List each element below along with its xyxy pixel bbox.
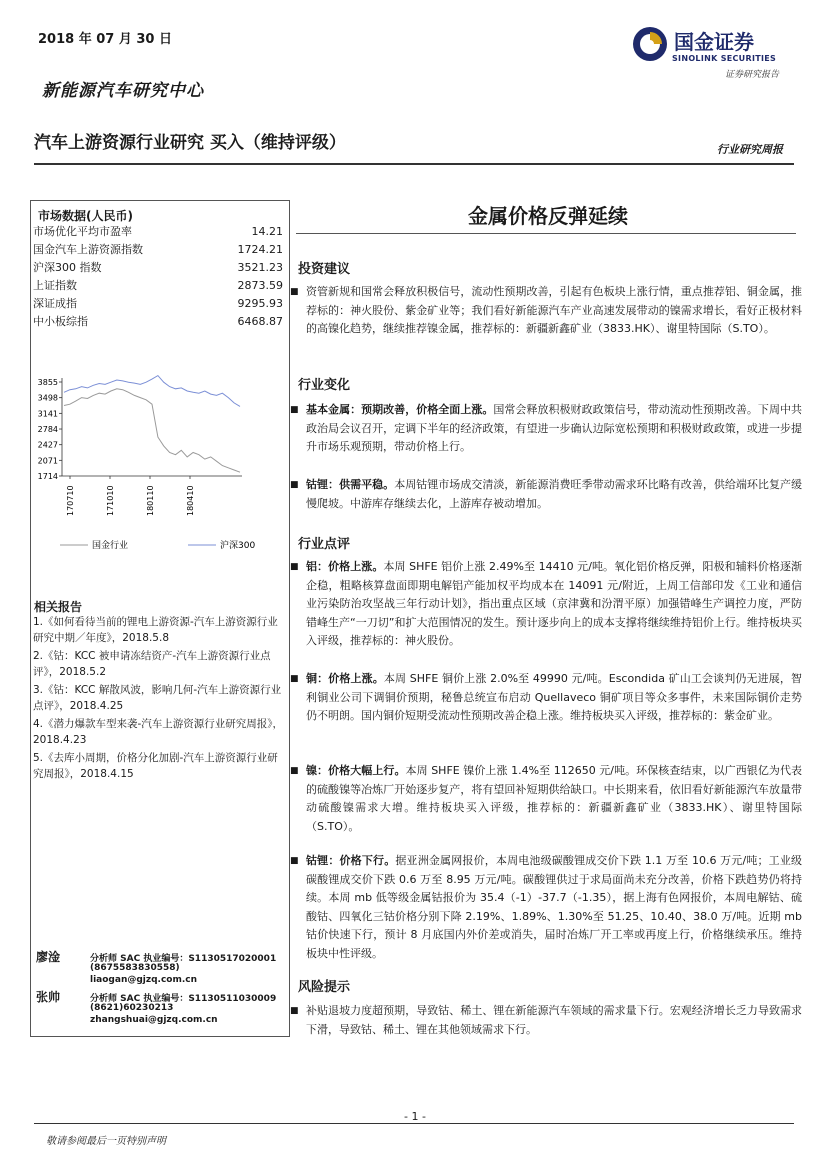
market-value: 6468.87 — [237, 314, 283, 328]
paragraph-cobalt-lithium-price: ■ 钴锂：价格下行。据亚洲金属网报价，本周电池级碳酸锂成交价下跌 1.1 万至 10.6 万元/吨；工业级碳酸锂成交价下跌 0.6 万至 8.95 万元/吨。碳酸锂供过于求局面尚未充分改善，价格下跌趋势仍将持续。本周 mb 低等级金属钴报价为 35.4（-1）-37.7（-1.35），据上海有色网报价，本周电解钴、硫酸钴、四氧化三钴价格分别下降 2.19%、1.89%、1.30%至 51.25、10.40、38.0 万/吨。近期 mb 钴价快速下行，预计 8 月底国内外价差或消失，届时冶炼厂开工率或再度上行，价格继续承压。维持板块中性评级。 — [290, 854, 803, 960]
market-label: 市场优化平均市盈率 — [33, 225, 132, 238]
related-report-item[interactable]: 5.《去库小周期，价格分化加剧-汽车上游资源行业研究周报》，2018.4.15 — [33, 752, 278, 780]
market-value: 2873.59 — [237, 278, 283, 292]
bullet-icon: ■ — [290, 287, 299, 297]
paragraph-cobalt-lithium-supply: ■ 钴锂：供需平稳。本周钴锂市场成交清淡，新能源消费旺季带动需求环比略有改善，供给端环比复产缓慢爬坡。中游库存继续去化，上游库存被动增加。 — [290, 478, 803, 510]
market-label: 深证成指 — [33, 297, 77, 310]
research-center-name: 新能源汽车研究中心 — [42, 81, 204, 101]
bullet-icon: ■ — [290, 405, 299, 415]
paragraph-aluminium: ■ 铝：价格上涨。本周 SHFE 铝价上涨 2.49%至 14410 元/吨。氧化铝价格反弹，阳极和辅料价格逐渐企稳，粗略核算盘面即期电解铝产能加权平均成本在 14091 元/附近，上周工信部印发《工业和通信业污染防治攻坚战三年行动计划》，指出重点区域（京津冀和汾渭平原）加强错峰生产调控力度，严防错峰生产“一刀切”和扩大范围情况的发生。预计逐步向上的成本支撑将继续维持铝价上行。维持板块买入评级，推荐标的：神火股份。 — [290, 560, 803, 647]
paragraph-nickel: ■ 镍：价格大幅上行。本周 SHFE 镍价上涨 1.4%至 112650 元/吨。环保核查结束，以广西银亿为代表的硫酸镍等冶炼厂开始逐步复产，将有望回补短期供给缺口。中长期来看，依旧看好新能源汽车放量带动硫酸镍需求大增。维持板块买入评级，推荐标的：新疆新鑫矿业（3833.HK）、谢里特国际（S.TO）。 — [290, 764, 803, 833]
page-number: - 1 - — [400, 1110, 430, 1123]
paragraph-risk: ■ 补贴退坡力度超预期，导致钴、稀土、锂在新能源汽车领域的需求量下行。宏观经济增长乏力导致需求下滑，导致钴、稀土、锂在其他领域需求下行。 — [290, 1004, 802, 1036]
y-tick-label: 1714 — [37, 472, 58, 481]
market-row — [33, 312, 283, 330]
analyst-cert: 分析师 SAC 执业编号：S1130511030009 — [90, 994, 277, 1004]
market-value: 14.21 — [251, 224, 283, 238]
legend-label: 沪深300 — [220, 541, 256, 551]
section-industry-review: 行业点评 — [298, 537, 351, 552]
section-risk: 风险提示 — [298, 980, 351, 995]
market-label: 国金汽车上游资源指数 — [33, 243, 143, 256]
legend-label: 国金行业 — [92, 541, 129, 551]
market-value: 1724.21 — [237, 242, 283, 256]
related-report-item[interactable]: 4.《潜力爆款车型来袭-汽车上游资源行业研究周报》，2018.4.23 — [33, 718, 284, 746]
logo-cn-text: 国金证券 — [674, 30, 754, 54]
related-reports-title: 相关报告 — [34, 600, 83, 614]
market-row — [33, 240, 283, 258]
analyst-cert: 分析师 SAC 执业编号：S1130517020001 — [90, 954, 277, 964]
x-tick-label: 171010 — [106, 485, 115, 516]
related-reports-list — [33, 614, 285, 784]
paragraph-copper: ■ 铜：价格上涨。本周 SHFE 铜价上涨 2.0%至 49990 元/吨。Escondida 矿山工会谈判仍无进展，智利铜业公司下调铜价预期，秘鲁总统宣布启动 Quellaveco 铜矿项目等众多事件，未来国际铜价走势仍不明朗。国内铜价短期受流动性预期改善企稳上涨。维持板块买入评级，推荐标的：紫金矿业。 — [290, 672, 802, 722]
market-label: 沪深300 指数 — [33, 261, 102, 274]
analyst-phone: (8675583830558) — [90, 963, 180, 973]
analyst-name: 廖淦 — [36, 950, 61, 964]
analyst-phone: (8621)60230213 — [90, 1003, 174, 1013]
market-row — [33, 222, 283, 240]
related-report-item[interactable]: 3.《钴：KCC 解散风波，影响几何-汽车上游资源行业点评》，2018.4.25 — [33, 684, 282, 712]
logo-en-text: SINOLINK SECURITIES — [672, 54, 777, 63]
series-line-0 — [64, 389, 240, 472]
y-tick-label: 3855 — [37, 378, 58, 387]
sinolink-logo-icon — [630, 24, 670, 64]
main-title: 金属价格反弹延续 — [468, 204, 628, 228]
report-date: 2018 年 07 月 30 日 — [38, 32, 172, 47]
bullet-icon: ■ — [290, 480, 299, 490]
series-line-1 — [64, 376, 240, 407]
market-data-table — [33, 222, 283, 330]
header-divider — [34, 163, 794, 165]
analyst-email[interactable]: liaogan@gjzq.com.cn — [90, 975, 198, 985]
index-chart — [32, 370, 282, 560]
x-tick-label: 170710 — [66, 485, 75, 516]
analyst-email[interactable]: zhangshuai@gjzq.com.cn — [90, 1015, 218, 1025]
x-tick-label: 180410 — [186, 485, 195, 516]
y-tick-label: 3141 — [37, 409, 58, 419]
footer-disclaimer: 敬请参阅最后一页特别声明 — [46, 1136, 166, 1147]
bullet-icon: ■ — [290, 562, 299, 572]
market-data-title: 市场数据(人民币) — [38, 209, 133, 223]
report-type: 行业研究周报 — [717, 143, 783, 156]
market-value: 3521.23 — [237, 260, 283, 274]
market-row — [33, 294, 283, 312]
paragraph-investment: ■ 资管新规和国常会释放积极信号，流动性预期改善，引起有色板块上涨行情，重点推荐铝、铜金属，推荐标的：神火股份、紫金矿业等；我们看好新能源汽车产业高速发展带动的镍需求增长，看好正极材料的高镍化趋势，继续推荐镍金属，推荐标的：新疆新鑫矿业（3833.HK）、谢里特国际（S.TO）。 — [290, 285, 802, 335]
footer-divider — [34, 1123, 794, 1124]
y-tick-label: 2071 — [37, 456, 58, 466]
report-title: 汽车上游资源行业研究 买入（维持评级） — [34, 133, 346, 153]
main-title-divider — [296, 233, 796, 234]
logo-subtitle: 证券研究报告 — [725, 70, 780, 80]
y-tick-label: 3498 — [37, 393, 58, 403]
section-industry-change: 行业变化 — [298, 378, 351, 393]
market-label: 中小板综指 — [33, 315, 88, 328]
market-row — [33, 258, 283, 276]
bullet-icon: ■ — [290, 766, 299, 776]
x-tick-label: 180110 — [146, 485, 155, 516]
bullet-icon: ■ — [290, 1006, 299, 1016]
y-tick-label: 2427 — [37, 440, 58, 450]
paragraph-base-metal: ■ 基本金属：预期改善，价格全面上涨。国常会释放积极财政政策信号，带动流动性预期改善。下周中共政治局会议召开，定调下半年的经济政策，有望进一步确认边际宽松预期和积极财政政策，或进一步提升市场乐观预期，带动价格上行。 — [290, 403, 803, 453]
market-label: 上证指数 — [33, 279, 77, 292]
related-report-item[interactable]: 2.《钴：KCC 被申请冻结资产-汽车上游资源行业点评》，2018.5.2 — [33, 650, 271, 678]
bullet-icon: ■ — [290, 856, 299, 866]
bullet-icon: ■ — [290, 674, 299, 684]
section-investment-advice: 投资建议 — [298, 262, 351, 277]
market-value: 9295.93 — [237, 296, 283, 310]
related-report-item[interactable]: 1.《如何看待当前的锂电上游资源-汽车上游资源行业研究中期／年度》，2018.5.8 — [33, 616, 278, 644]
market-row — [33, 276, 283, 294]
y-tick-label: 2784 — [37, 425, 58, 435]
analyst-name: 张帅 — [36, 990, 61, 1004]
